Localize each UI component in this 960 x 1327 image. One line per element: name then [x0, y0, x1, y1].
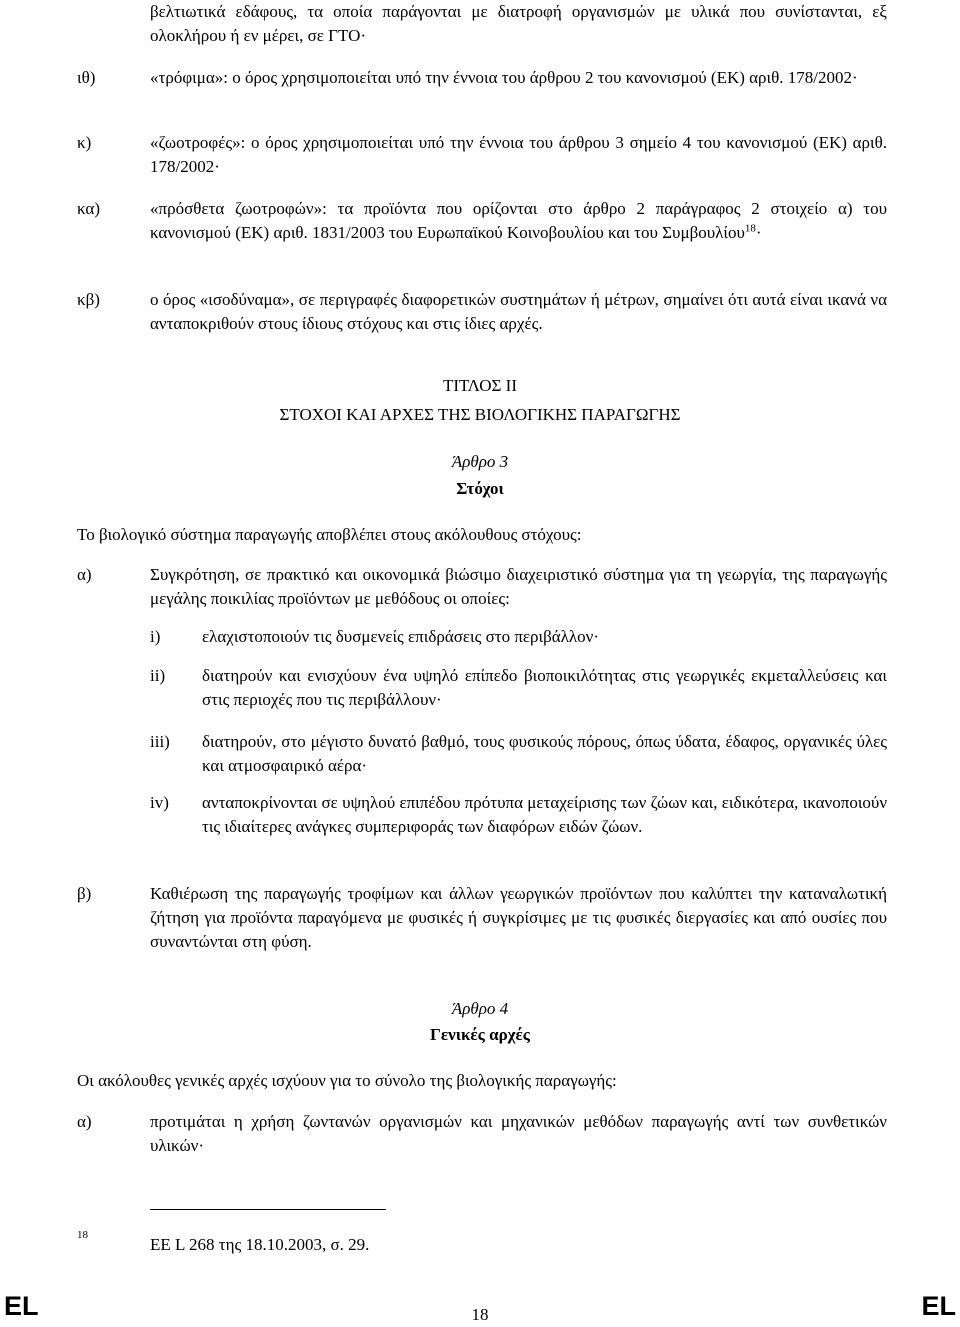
subitem-label: iv)	[150, 793, 169, 812]
title-number: ΤΙΤΛΟΣ II	[443, 376, 517, 395]
continuation-text: βελτιωτικά εδάφους, τα οποία παράγονται με διατροφή οργανισμών με υλικά που συνίστανται, εξ ολοκλήρου ή εν μέρει, σε ΓΤΟ·	[150, 2, 887, 45]
article-heading: Γενικές αρχές	[430, 1025, 530, 1044]
item-text: προτιμάται η χρήση ζωντανών οργανισμών και μηχανικών μεθόδων παραγωγής αντί των συνθετικών υλικών·	[150, 1112, 887, 1155]
subitem-text: διατηρούν, στο μέγιστο δυνατό βαθμό, τους φυσικούς πόρους, όπως ύδατα, έδαφος, οργανικές ύλες και ατμοσφαιρικό αέρα·	[202, 732, 887, 775]
footnote-reference: 18	[744, 222, 756, 235]
subitem-text: διατηρούν και ενισχύουν ένα υψηλό επίπεδο βιοποικιλότητας στις γεωργικές εκμεταλλεύσεις και στις περιοχές που τις περιβάλλουν·	[202, 666, 887, 709]
definition-label: κ)	[77, 133, 92, 152]
subitem-label: i)	[150, 627, 161, 646]
footnote-separator	[150, 1209, 386, 1210]
article-number: Άρθρο 3	[451, 452, 509, 471]
definition-text: «τρόφιμα»: ο όρος χρησιμοποιείται υπό την έννοια του άρθρου 2 του κανονισμού (ΕΚ) αριθ. 178/2002·	[150, 68, 858, 87]
page-number: 18	[471, 1305, 489, 1324]
article-number: Άρθρο 4	[451, 999, 509, 1018]
footer-language-right: EL	[921, 1291, 956, 1321]
article-intro: Το βιολογικό σύστημα παραγωγής αποβλέπει στους ακόλουθους στόχους:	[77, 525, 582, 544]
item-label: α)	[77, 1112, 92, 1131]
subitem-label: iii)	[150, 732, 170, 751]
item-label: α)	[77, 565, 92, 584]
definition-label: ιθ)	[77, 68, 96, 87]
article-heading: Στόχοι	[456, 479, 504, 498]
item-text: Συγκρότηση, σε πρακτικό και οικονομικά βιώσιμο διαχειριστικό σύστημα για τη γεωργία, της παραγωγής μεγάλης ποικιλίας προϊόντων με μεθόδους οι οποίες:	[150, 565, 887, 608]
definition-label: κα)	[77, 199, 100, 218]
subitem-text: ελαχιστοποιούν τις δυσμενείς επιδράσεις στο περιβάλλον·	[202, 627, 599, 646]
definition-text: «ζωοτροφές»: ο όρος χρησιμοποιείται υπό την έννοια του άρθρου 3 σημείο 4 του κανονισμού (ΕΚ) αριθ. 178/2002·	[150, 133, 887, 176]
item-label: β)	[77, 884, 92, 903]
definition-text	[150, 197, 887, 245]
article-intro: Οι ακόλουθες γενικές αρχές ισχύουν για το σύνολο της βιολογικής παραγωγής:	[77, 1071, 617, 1090]
subitem-text: ανταποκρίνονται σε υψηλού επιπέδου πρότυπα μεταχείρισης των ζώων και, ειδικότερα, ικανοποιούν τις ιδιαίτερες ανάγκες συμπεριφοράς των διαφόρων ειδών ζώων.	[202, 793, 887, 836]
item-text: Καθιέρωση της παραγωγής τροφίμων και άλλων γεωργικών προϊόντων που καλύπτει την καταναλωτική ζήτηση για προϊόντα παραγόμενα με φυσικές ή συγκρίσιμες με τις φυσικές διεργασίες και από ουσίες που συναντώνται στη φύση.	[150, 884, 887, 951]
definition-body: «πρόσθετα ζωοτροφών»: τα προϊόντα που ορίζονται στο άρθρο 2 παράγραφος 2 στοιχείο α) του κανονισμού (ΕΚ) αριθ. 1831/2003 του Ευρωπαϊκού Κοινοβουλίου και του Συμβουλίου	[150, 199, 887, 242]
footnote-number: 18	[77, 1229, 88, 1241]
definition-label: κβ)	[77, 290, 100, 309]
definition-text: ο όρος «ισοδύναμα», σε περιγραφές διαφορετικών συστημάτων ή μέτρων, σημαίνει ότι αυτά είναι ικανά να ανταποκριθούν στους ίδιους στόχους και στις ίδιες αρχές.	[150, 290, 887, 333]
subitem-label: ii)	[150, 666, 166, 685]
footer-language-left: EL	[4, 1291, 39, 1321]
definition-tail: ·	[755, 223, 762, 242]
title-heading: ΣΤΟΧΟΙ ΚΑΙ ΑΡΧΕΣ ΤΗΣ ΒΙΟΛΟΓΙΚΗΣ ΠΑΡΑΓΩΓΗΣ	[279, 405, 681, 424]
footnote-text: ΕΕ L 268 της 18.10.2003, σ. 29.	[150, 1235, 370, 1254]
